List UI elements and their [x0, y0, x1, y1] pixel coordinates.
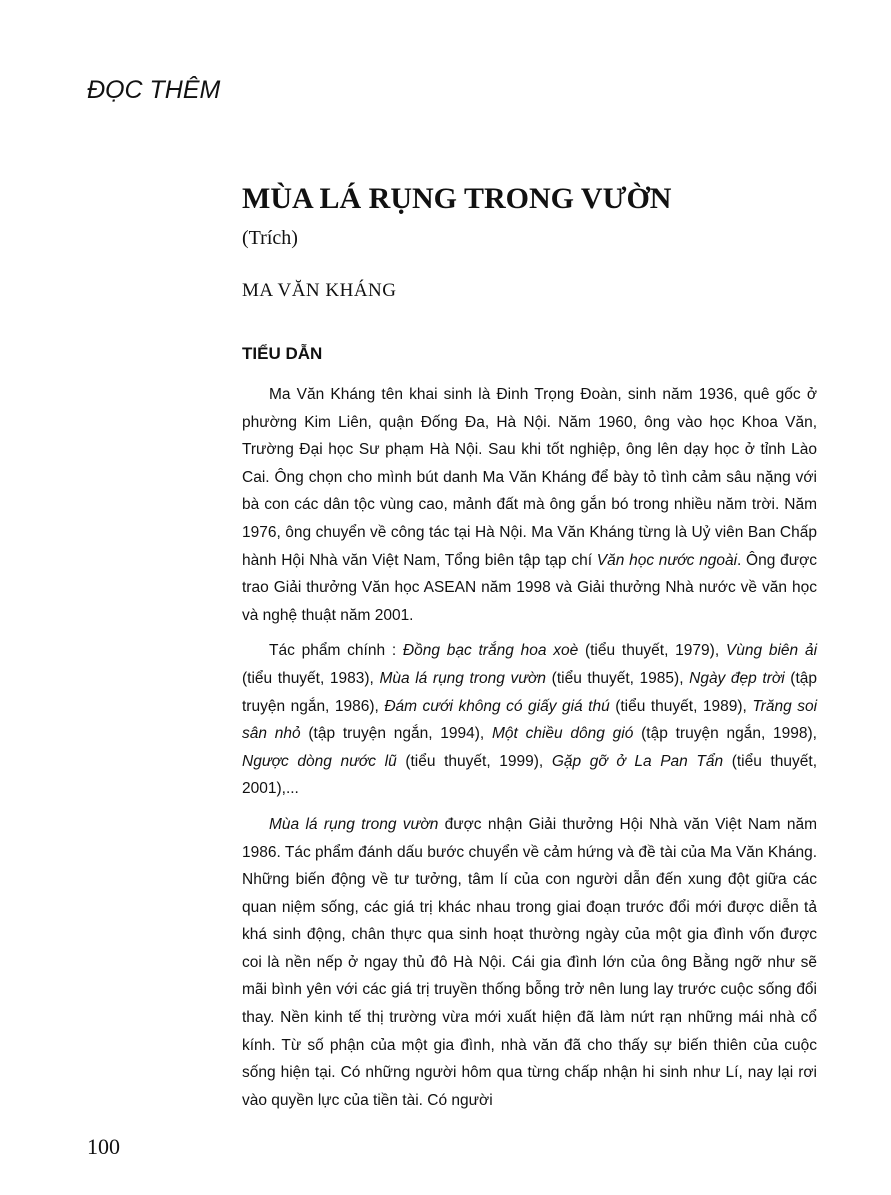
work-title: MÙA LÁ RỤNG TRONG VƯỜN	[242, 182, 672, 215]
work-name: Gặp gỡ ở La Pan Tẩn	[551, 752, 724, 770]
text-run: (tiểu thuyết, 1989),	[609, 697, 753, 715]
paragraph-works	[242, 637, 817, 803]
work-name: Đồng bạc trắng hoa xoè	[402, 642, 579, 660]
text-run: (tiểu thuyết, 1979),	[578, 642, 726, 660]
text-run: (tiểu thuyết, 1999),	[396, 752, 552, 770]
text-run: (tập truyện ngắn, 1994),	[300, 725, 492, 743]
text-run: Ma Văn Kháng tên khai sinh là Đinh Trọng Đoàn, sinh năm 1936, quê gốc ở phường Kim Liên, quận Đống Đa, Hà Nội. Năm 1960, ông vào học Khoa Văn, Trường Đại học Sư phạm Hà Nội. Sau khi tốt nghiệp, ông lên dạy học ở tỉnh Lào Cai. Ông chọn cho mình bút danh Ma Văn Kháng để bày tỏ tình cảm sâu nặng với bà con các dân tộc vùng cao, mảnh đất mà ông gắn bó trong nhiều năm trời. Năm 1976, ông chuyển về công tác tại Hà Nội. Ma Văn Kháng từng là Uỷ viên Ban Chấp hành Hội Nhà văn Việt Nam, Tổng biên tập tạp chí	[242, 386, 817, 569]
text-run-italic: Văn học nước ngoài	[596, 551, 738, 569]
work-name: Vùng biên ải	[725, 642, 818, 660]
text-run: Tác phẩm chính :	[269, 642, 403, 660]
intro-body	[242, 381, 817, 1122]
text-run: . Ông được trao Giải thưởng Văn học ASEAN năm 1998 và Giải thưởng Nhà nước về văn học và nghệ thuật năm 2001.	[242, 551, 817, 624]
paragraph-summary	[242, 811, 817, 1115]
text-run: (tập truyện ngắn, 1998),	[633, 725, 817, 743]
work-name: Một chiều dông gió	[492, 725, 634, 743]
text-run: (tập truyện ngắn, 1986),	[242, 669, 817, 715]
work-name: Ngược dòng nước lũ	[242, 752, 397, 770]
work-subtitle: (Trích)	[242, 227, 298, 249]
work-name: Trăng soi sân nhỏ	[242, 697, 818, 743]
work-name: Mùa lá rụng trong vườn	[269, 815, 439, 833]
work-name: Ngày đẹp trời	[689, 669, 785, 687]
paragraph-biography	[242, 381, 817, 629]
author-name: MA VĂN KHÁNG	[242, 280, 397, 301]
work-name: Mùa lá rụng trong vườn	[379, 669, 547, 687]
text-run: (tiểu thuyết, 1985),	[546, 669, 690, 687]
text-run: (tiểu thuyết, 1983),	[242, 669, 380, 687]
page-number: 100	[87, 1134, 120, 1159]
text-run: (tiểu thuyết, 2001),...	[242, 752, 818, 798]
text-run: được nhận Giải thưởng Hội Nhà văn Việt Nam năm 1986. Tác phẩm đánh dấu bước chuyển về cảm hứng và đề tài của Ma Văn Kháng. Những biến động về tư tưởng, tâm lí của con người dẫn đến xung đột giữa các quan niệm sống, các giá trị khác nhau trong giai đoạn trước đổi mới được diễn tả khá sinh động, chân thực qua sinh hoạt thường ngày của một gia đình vốn được coi là nền nếp ở ngay thủ đô Hà Nội. Cái gia đình lớn của ông Bằng ngỡ như sẽ mãi bình yên với các giá trị truyền thống bỗng trở nên lung lay trước cuộc sống đổi thay. Nền kinh tế thị trường vừa mới xuất hiện đã làm nứt rạn những mái nhà cổ kính. Từ số phận của một gia đình, nhà văn đã cho thấy sự biến thiên của cuộc sống hiện tại. Có những người hôm qua từng chấp nhận hi sinh như Lí, nay lại rơi vào quyền lực của tiền tài. Có người	[242, 815, 818, 1109]
section-tag: ĐỌC THÊM	[87, 76, 221, 104]
intro-heading: TIỂU DẪN	[242, 344, 323, 363]
work-name: Đám cưới không có giấy giá thú	[384, 697, 610, 715]
